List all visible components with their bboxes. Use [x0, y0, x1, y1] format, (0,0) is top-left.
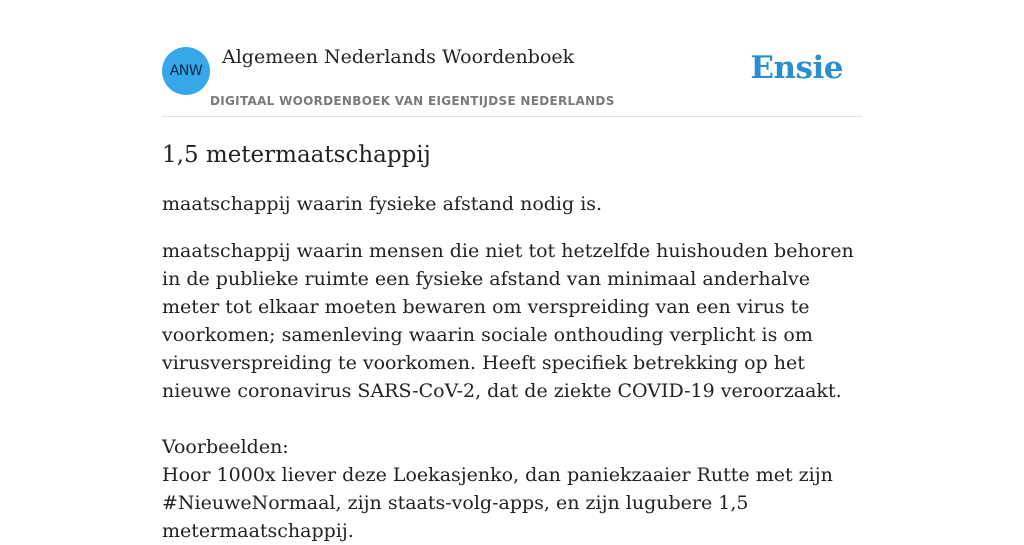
- entry-content: [162, 138, 862, 545]
- entry-term: 1,5 metermaatschappij: [162, 142, 431, 168]
- short-definition: maatschappij waarin fysieke afstand nodig is.: [162, 193, 603, 215]
- example-text: Hoor 1000x liever deze Loekasjenko, dan paniekzaaier Rutte met zijn #NieuweNormaal, zijn staats-volg-apps, en zijn lugubere 1,5 metermaatschappij.: [162, 464, 833, 542]
- site-title[interactable]: Algemeen Nederlands Woordenboek: [222, 46, 575, 68]
- ensie-logo[interactable]: Ensie: [750, 50, 843, 86]
- long-definition: maatschappij waarin mensen die niet tot hetzelfde huishouden behoren in de publieke ruimte een fysieke afstand van minimaal anderhalve meter tot elkaar moeten bewaren om verspreiding van een virus te voorkomen; samenleving waarin sociale onthouding verplicht is om virusverspreiding te voorkomen. Heeft specifiek betrekking op het nieuwe coronavirus SARS-CoV-2, dat de ziekte COVID-19 veroorzaakt.: [162, 240, 854, 402]
- anw-logo[interactable]: [162, 47, 210, 95]
- header: [162, 44, 862, 117]
- logo-text: ANW: [169, 63, 203, 79]
- site-subtitle: DIGITAAL WOORDENBOEK VAN EIGENTIJDSE NEDERLANDS: [210, 94, 615, 108]
- examples-label: Voorbeelden:: [162, 436, 289, 458]
- examples: [162, 433, 862, 545]
